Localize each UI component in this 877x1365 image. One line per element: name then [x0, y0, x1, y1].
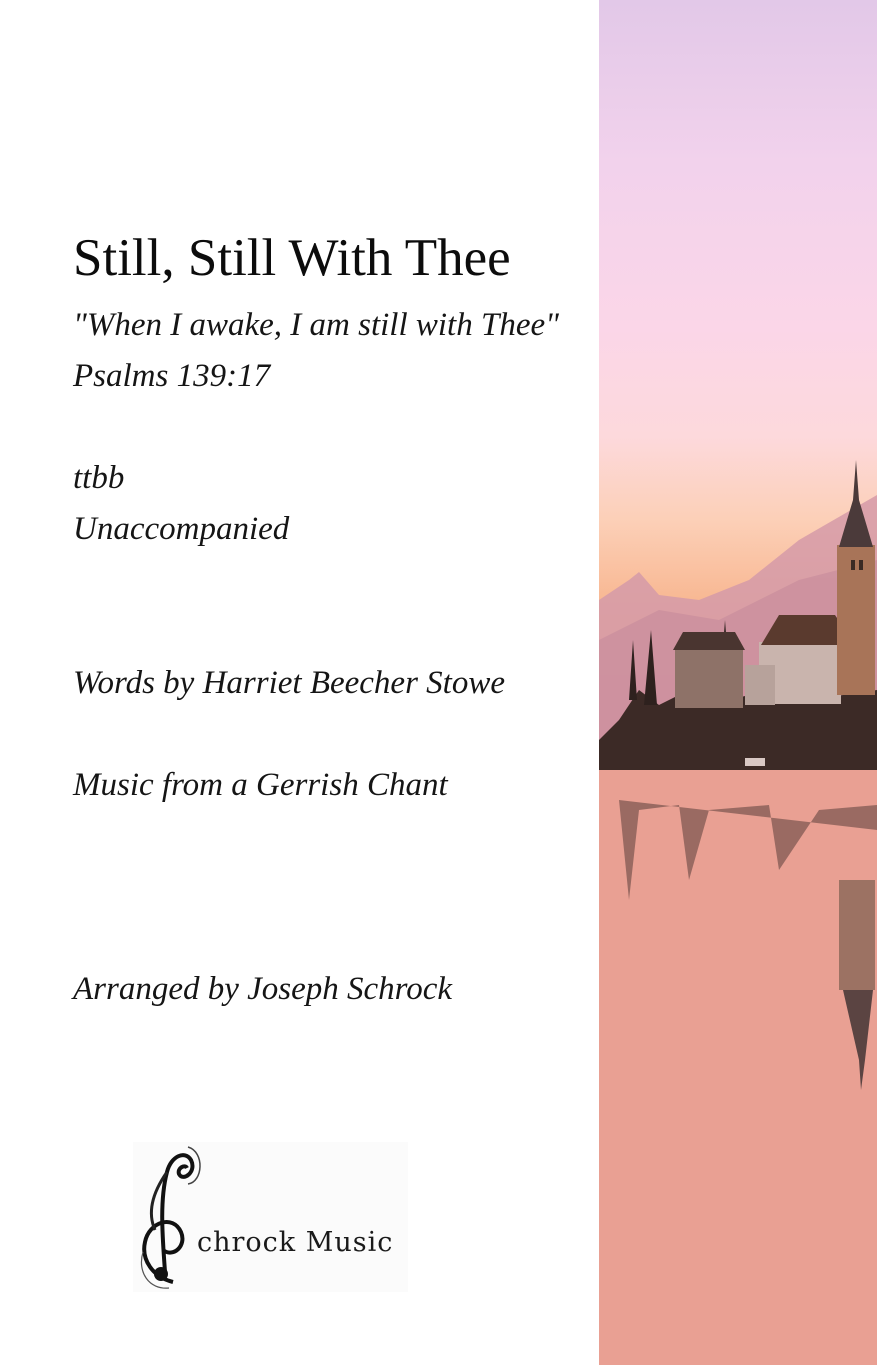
lyricist-credit: Words by Harriet Beecher Stowe — [73, 665, 505, 701]
scripture-reference: Psalms 139:17 — [73, 358, 271, 394]
arranger-credit: Arranged by Joseph Schrock — [73, 971, 453, 1007]
epigraph: "When I awake, I am still with Thee" — [73, 307, 559, 343]
logo-brand-text: chrock Music — [197, 1227, 394, 1258]
composer-credit: Music from a Gerrish Chant — [73, 767, 448, 803]
cover-title: Still, Still With Thee — [73, 229, 511, 287]
cover-photo — [599, 0, 877, 1365]
publisher-logo — [133, 1142, 408, 1292]
voicing: ttbb — [73, 460, 125, 496]
accompaniment: Unaccompanied — [73, 511, 290, 547]
treble-clef-icon — [133, 1142, 203, 1292]
lake-church-illustration — [599, 0, 877, 1365]
